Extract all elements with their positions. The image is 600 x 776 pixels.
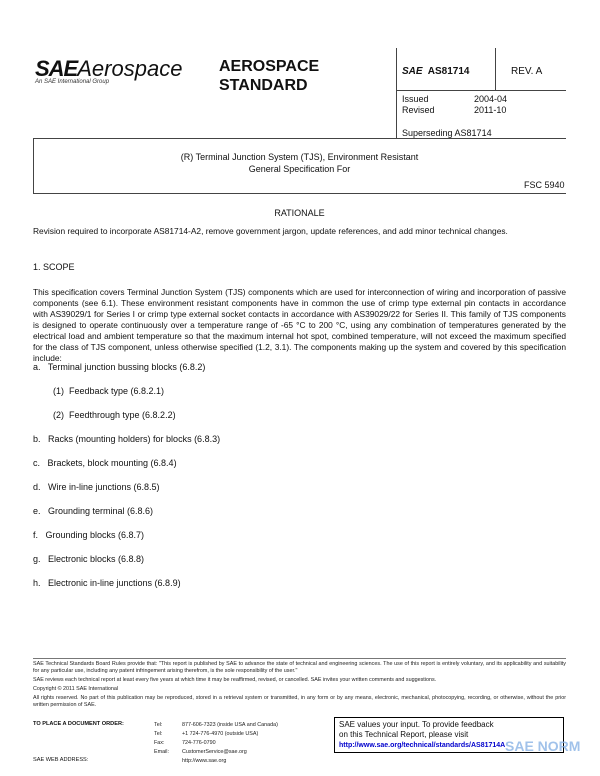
contact-value: CustomerService@sae.org	[182, 749, 247, 755]
list-item: a. Terminal junction bussing blocks (6.8.2)	[33, 362, 206, 372]
contact-label: Email:	[154, 749, 169, 755]
order-label: TO PLACE A DOCUMENT ORDER:	[33, 721, 124, 727]
divider	[495, 48, 496, 91]
contact-row	[154, 721, 278, 730]
contact-value: 724-776-0790	[182, 740, 216, 746]
contact-list	[154, 721, 278, 766]
superseding: Superseding AS81714	[402, 128, 492, 138]
divider	[33, 138, 566, 139]
list-item: c. Brackets, block mounting (6.8.4)	[33, 458, 177, 468]
contact-row	[154, 730, 278, 739]
contact-value: 877-606-7323 (inside USA and Canada)	[182, 722, 278, 728]
contact-value: http://www.sae.org	[182, 758, 227, 764]
list-item: g. Electronic blocks (6.8.8)	[33, 554, 145, 564]
scope-heading: 1. SCOPE	[33, 262, 75, 272]
rationale-text: Revision required to incorporate AS81714-A2, remove government jargon, update references, and add minor technical changes.	[33, 226, 508, 236]
rationale-heading: RATIONALE	[274, 208, 325, 218]
list-item: (2) Feedthrough type (6.8.2.2)	[53, 410, 176, 420]
doc-number: SAE AS81714	[402, 66, 470, 77]
web-label: SAE WEB ADDRESS:	[33, 757, 89, 763]
divider	[396, 48, 397, 139]
contact-label: Tel:	[154, 731, 163, 737]
feedback-box: SAE values your input. To provide feedback on this Technical Report, please visit http://www.sae.org/technical/standards/AS81714A	[334, 717, 564, 753]
contact-row	[154, 748, 278, 757]
contact-row	[154, 757, 278, 766]
doc-type: AEROSPACE STANDARD	[219, 58, 320, 94]
doc-title: (R) Terminal Junction System (TJS), Environment Resistant General Specification For	[180, 152, 419, 174]
list-item: d. Wire in-line junctions (6.8.5)	[33, 482, 160, 492]
divider	[33, 658, 566, 659]
fsc-code: FSC 5940	[524, 180, 565, 190]
contact-label: Tel:	[154, 722, 163, 728]
contact-row	[154, 739, 278, 748]
scope-text: This specification covers Terminal Junction System (TJS) components which are used for interconnection of wiring and incorporation of passive components (see 6.1). These environment resistant components have in common the use of crimp type external pin contacts in accordance with AS39029/1 for Series I or crimp type external socket contacts in accordance with AS39029/22 for Series II. This family of TJS components is designed to operate continuously over a temperature range of -65 °C to 200 °C, using any combination of temperatures generated by the electrical load and ambient temperature so that the maximum internal hot spot, combined temperature, will not exceed the maximum specified for the class of TJS component, unless otherwise specified (1.2, 3.1). The components making up the system and covered by this specification include:	[33, 287, 566, 363]
dates: Issued 2004-04 Revised 2011-10	[402, 94, 508, 115]
list-item: h. Electronic in-line junctions (6.8.9)	[33, 578, 181, 588]
watermark: SAE NORM	[505, 738, 581, 754]
divider	[33, 193, 566, 194]
contact-value: +1 724-776-4970 (outside USA)	[182, 731, 259, 737]
list-item: e. Grounding terminal (6.8.6)	[33, 506, 154, 516]
list-item: b. Racks (mounting holders) for blocks (6.8.3)	[33, 434, 221, 444]
footer-text: SAE Technical Standards Board Rules provide that: "This report is published by SAE to advance the state of technical and engineering sciences. The use of this report is entirely voluntary, and its applicability and suitability for any particular use, including any patent infringement arising therefrom, is the sole responsibility of the user." SAE reviews each technical report at least every five years at which time it may be reaffirmed, revised, or cancelled. SAE invites your written comments and suggestions. Copyright © 2011 SAE International All rights reserved. No part of this publication may be reproduced, stored in a retrieval system or transmitted, in any form or by any means, electronic, mechanical, photocopying, recording, or otherwise, without the prior written permission of SAE.	[33, 661, 566, 708]
list-item: (1) Feedback type (6.8.2.1)	[53, 386, 165, 396]
divider	[396, 90, 566, 91]
list-item: f. Grounding blocks (6.8.7)	[33, 530, 145, 540]
contact-label: Fax:	[154, 740, 165, 746]
sae-aerospace-logo: SAEAerospace An SAE International Group	[35, 56, 183, 85]
revision: REV. A	[511, 66, 543, 77]
component-list	[33, 362, 533, 602]
feedback-link[interactable]: http://www.sae.org/technical/standards/AS81714A	[339, 742, 506, 749]
